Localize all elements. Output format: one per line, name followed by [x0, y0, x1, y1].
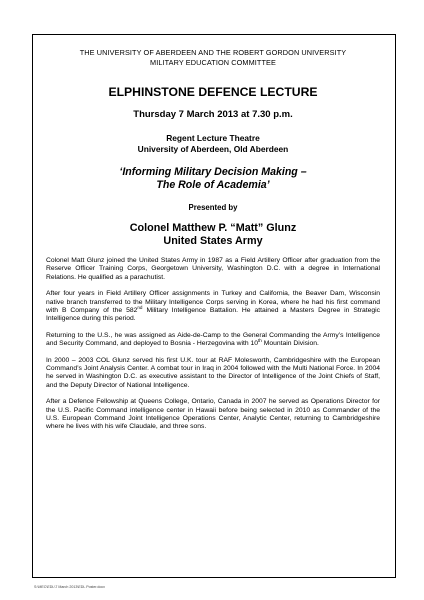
event-date: Thursday 7 March 2013 at 7.30 p.m.: [133, 109, 293, 120]
bio-paragraph-3: [46, 332, 380, 349]
lecture-series-title: ELPHINSTONE DEFENCE LECTURE: [108, 85, 318, 99]
organisation-line-2: MILITARY EDUCATION COMMITTEE: [150, 58, 276, 67]
organisation-line-1: THE UNIVERSITY OF ABERDEEN AND THE ROBERT GORDON UNIVERSITY: [79, 48, 347, 57]
bio-paragraph-1: Colonel Matt Glunz joined the United States Army in 1987 as a Field Artillery Officer after graduation from the Reserve Officer Training Corps, Georgetown University, Washington D.C. with a degree in International Relations. He qualified as a parachutist.: [46, 257, 380, 281]
event-venue: [46, 133, 380, 154]
lecture-title: [46, 166, 380, 192]
venue-line-2: University of Aberdeen, Old Aberdeen: [137, 143, 289, 154]
speaker-name: Colonel Matthew P. “Matt” Glunz: [129, 222, 297, 234]
presented-by-label: Presented by: [188, 203, 238, 212]
bio-paragraph-3-text-a: Returning to the U.S., he was assigned as Aide-de-Camp to the General Commanding the Army’s Intelligence and Security Command, and deployed to Bosnia - Herzegovina with 10: [46, 331, 380, 348]
bio-paragraph-2: [46, 290, 380, 323]
bio-paragraph-3-text-b: Mountain Division.: [261, 340, 319, 348]
speaker-biography: [46, 257, 380, 432]
organisation-heading: [46, 48, 380, 68]
lecture-title-line-1: ‘Informing Military Decision Making –: [119, 166, 307, 178]
speaker-organisation: United States Army: [163, 234, 263, 247]
bio-paragraph-2-text-b: Military Intelligence Battalion. He attained a Masters Degree in Strategic Intelligence during this period.: [46, 306, 381, 323]
speaker: [46, 222, 380, 247]
poster-content: [46, 46, 380, 440]
bio-paragraph-5: After a Defence Fellowship at Queens College, Ontario, Canada in 2007 he served as Operations Director for the U.S. Pacific Command intelligence center in Hawaii before being selected in 2010 as Commander of the U.S. European Command Joint Intelligence Operations Center, Analytic Center, returning to Cambridgeshire where he lives with his wife Claudale, and three sons.: [46, 398, 380, 431]
bio-paragraph-2-text-a: After four years in Field Artillery Officer assignments in Turkey and California, the Beaver Dam, Wisconsin native branch transferred to the Military Intelligence Corps serving in Korea, where he had his first command with B Company of the 582: [46, 290, 380, 314]
bio-paragraph-3-superscript: th: [258, 337, 262, 343]
footer-file-path: S:\MEC\EDL\7 March 2013\EDL Poster.docx: [34, 585, 105, 589]
venue-line-1: Regent Lecture Theatre: [166, 133, 260, 143]
bio-paragraph-2-superscript: nd: [137, 304, 143, 310]
lecture-title-line-2: The Role of Academia’: [156, 179, 270, 191]
bio-paragraph-4: In 2000 – 2003 COL Glunz served his first U.K. tour at RAF Molesworth, Cambridgeshire with the European Command’s Joint Analysis Center. A combat tour in Iraq in 2004 followed with the Multi National Force. In 2004 he served in Washington D.C. as executive assistant to the Director of Intelligence of the Joint Chiefs of Staff, and the Deputy Director of National Intelligence.: [46, 356, 380, 389]
